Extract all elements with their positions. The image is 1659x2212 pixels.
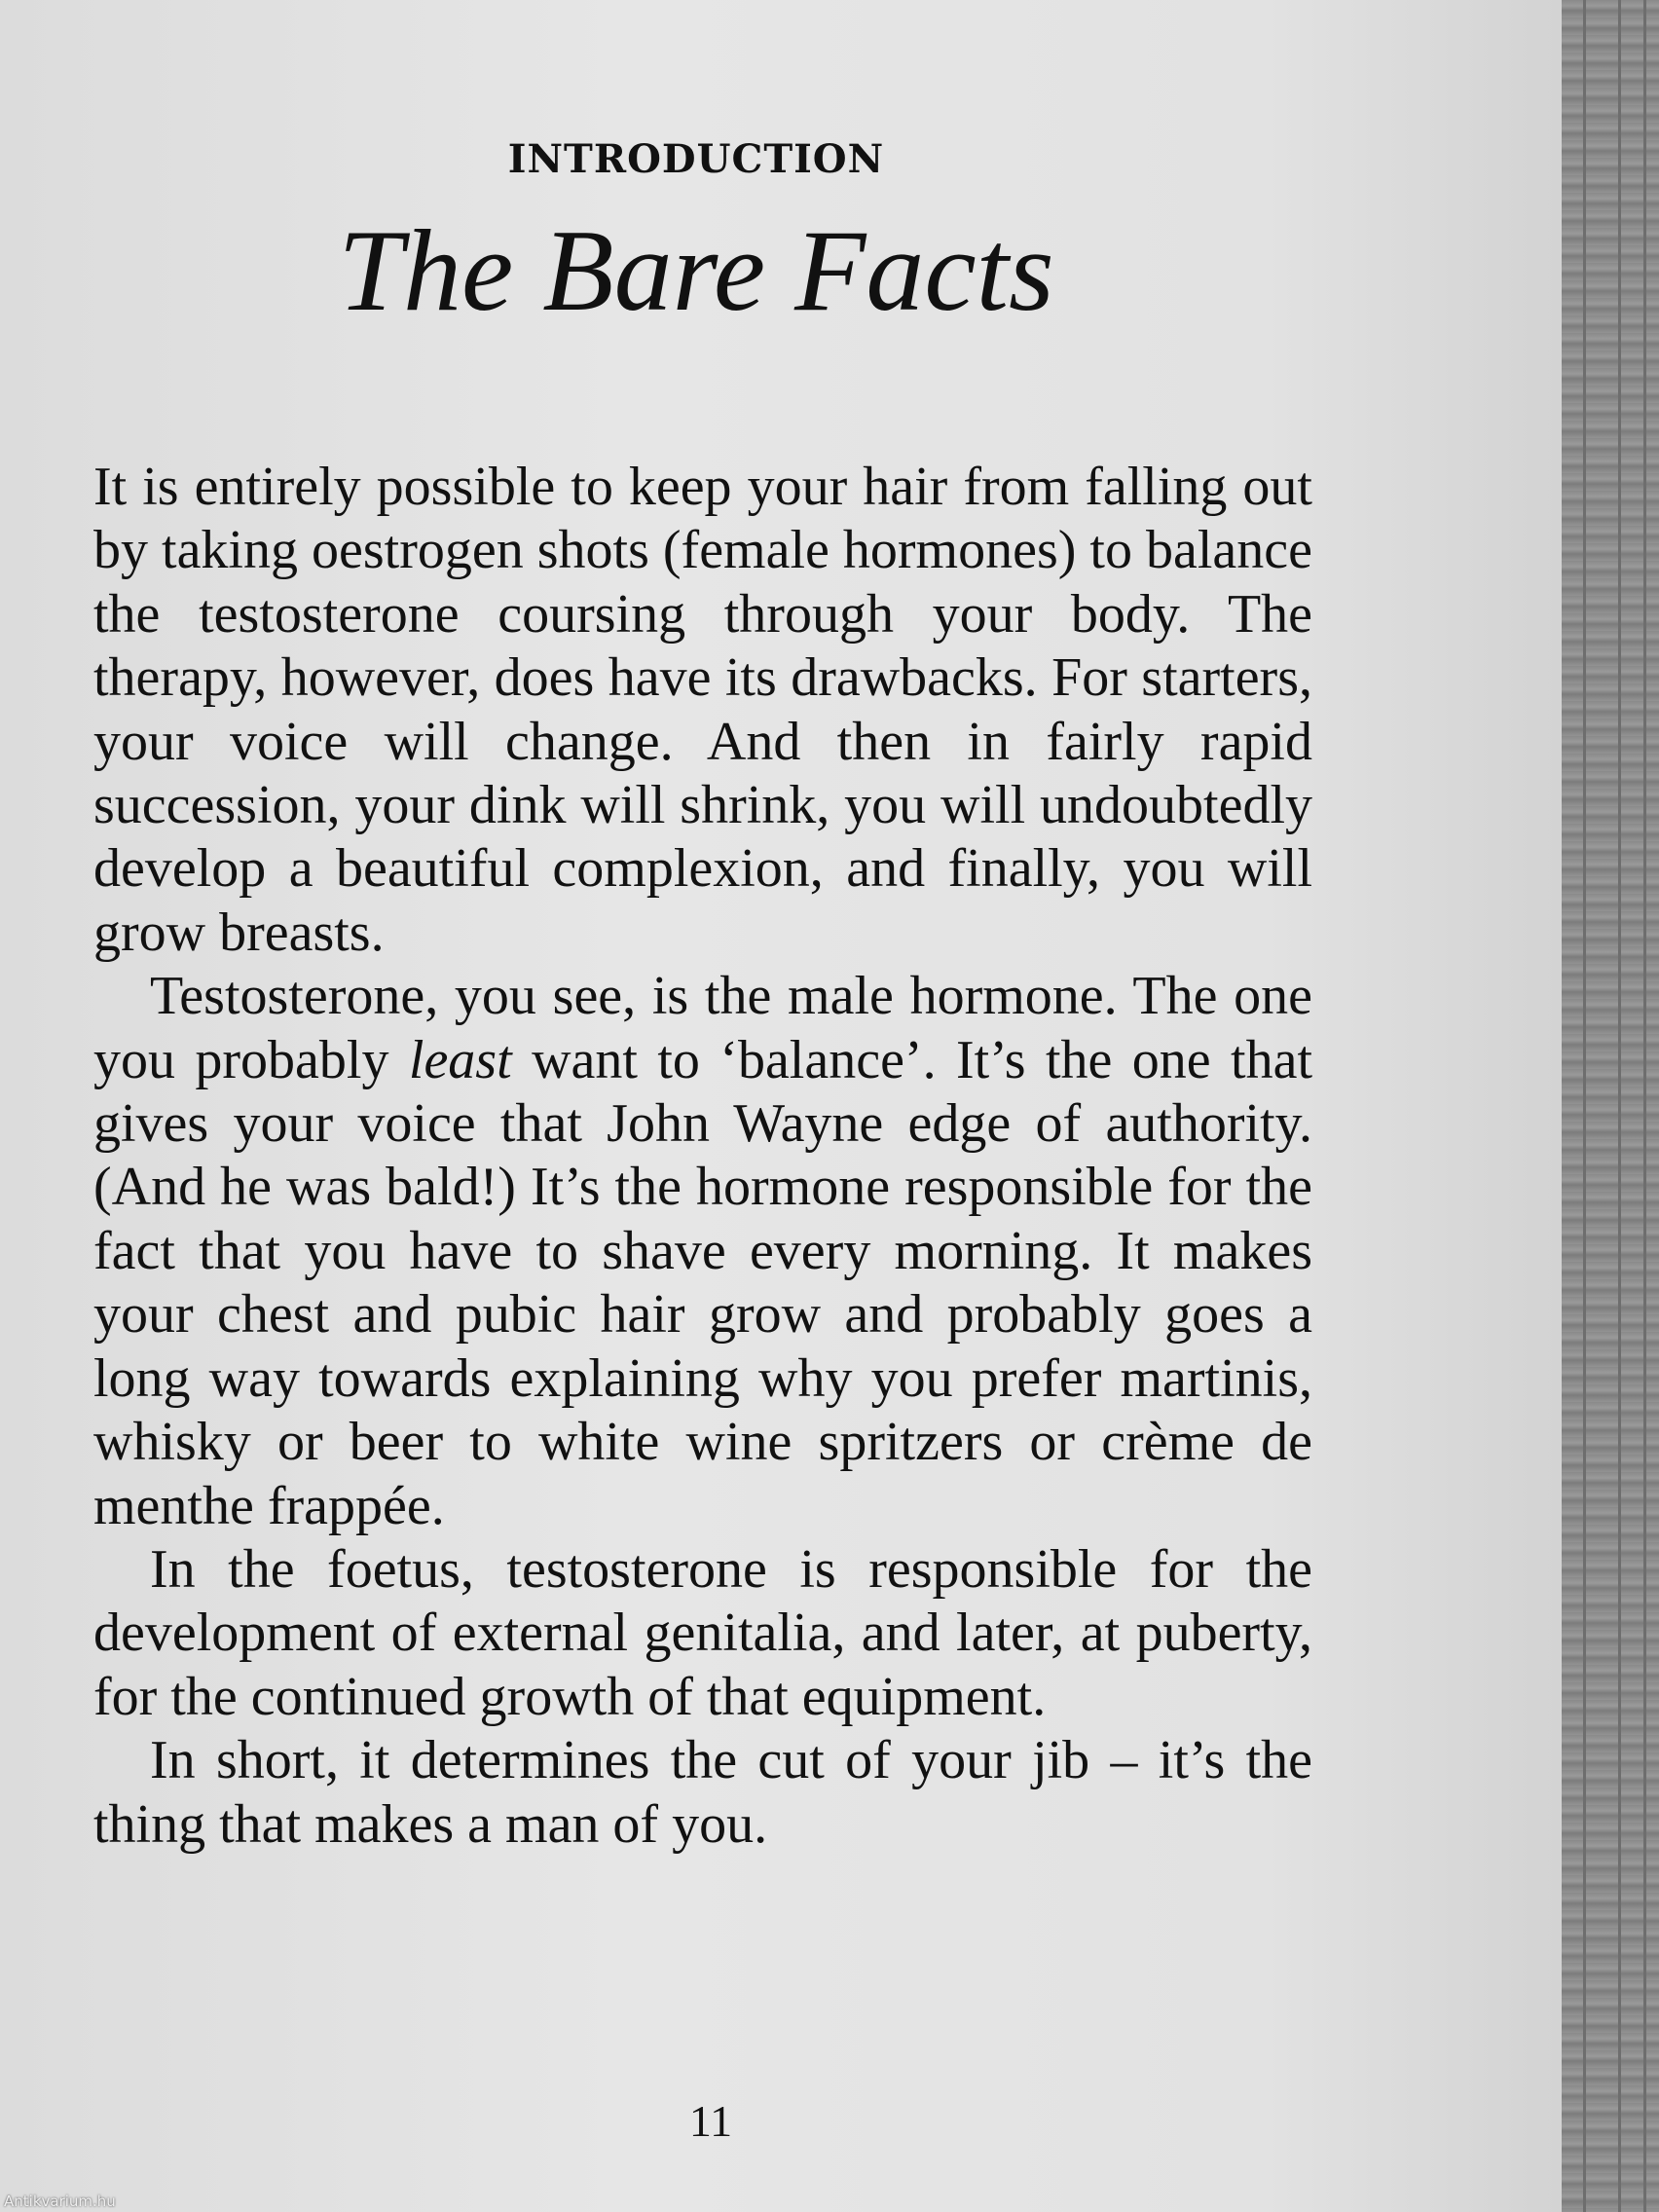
section-label: INTRODUCTION: [507, 136, 885, 182]
paragraph-2-emphasis: least: [408, 1029, 512, 1090]
edge-line: [1583, 0, 1586, 2212]
book-edge: [1562, 0, 1659, 2212]
page-number: 11: [688, 2096, 733, 2146]
paragraph-3: In the foetus, testosterone is responsible for the development of external genitalia, and later, at puberty, for the continued growth of that equipment.: [93, 1538, 1312, 1727]
paragraph-1: It is entirely possible to keep your hair from falling out by taking oestrogen shots (female hormones) to balance the testosterone coursing through your body. The therapy, however, does have its drawbacks. For starters, your voice will change. And then in fairly rapid succession, your dink will shrink, you will undoubtedly develop a beautiful complexion, and finally, you will grow breasts.: [93, 457, 1312, 963]
paragraph-2-start: Testosterone, you see, is the male hormone. The one you probably: [93, 966, 1312, 1090]
paragraph-2: [93, 965, 1312, 1538]
body-text: [93, 456, 1312, 1857]
paragraph-2-end: want to ‘balance’. It’s the one that gives your voice that John Wayne edge of authority. (And he was bald!) It’s the hormone responsible for the fact that you have to shave every morning. It makes your chest and pubic hair grow and probably goes a long way towards explaining why you prefer martinis, whisky or beer to white wine spritzers or crème de menthe frappée.: [93, 1029, 1313, 1536]
chapter-title: The Bare Facts: [338, 205, 1054, 335]
watermark: Antikvarium.hu: [4, 2193, 116, 2210]
edge-line: [1643, 0, 1646, 2212]
edge-line: [1618, 0, 1621, 2212]
paragraph-4: In short, it determines the cut of your jib – it’s the thing that makes a man of you.: [93, 1730, 1312, 1855]
